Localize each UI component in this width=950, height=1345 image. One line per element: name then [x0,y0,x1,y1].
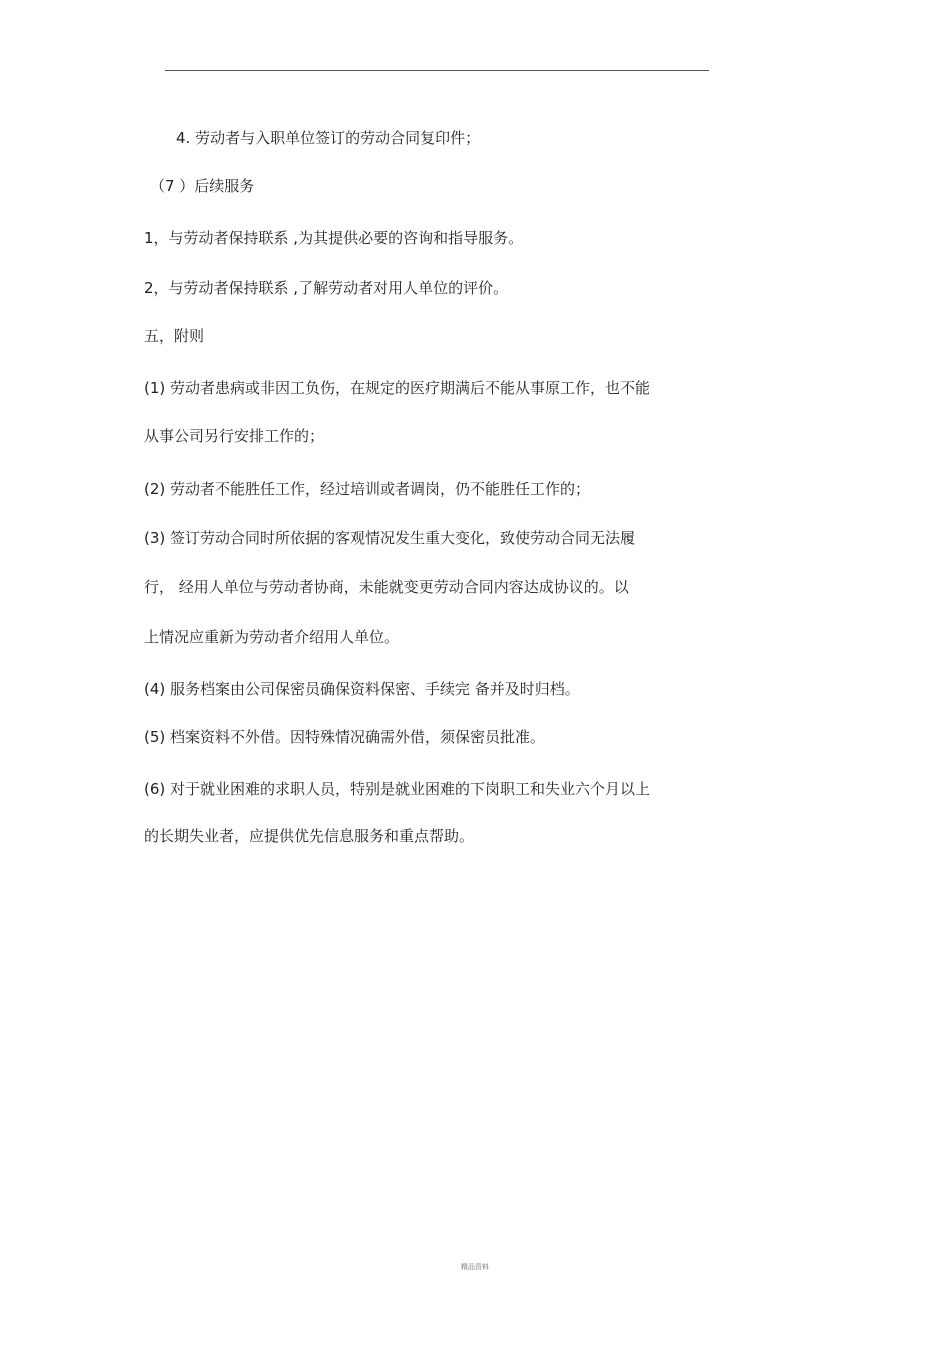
section-heading-follow-up-service: （7 ）后续服务 [150,177,255,195]
text-line-4-contract-copy: 4. 劳动者与入职单位签订的劳动合同复印件； [176,129,481,147]
section-heading-supplementary-provisions: 五，附则 [144,327,205,345]
text-item-5: (5) 档案资料不外借。因特殊情况确需外借，须保密员批准。 [144,728,546,746]
text-item-6-line-2: 的长期失业者，应提供优先信息服务和重点帮助。 [144,827,475,845]
text-line-2-keep-contact: 2，与劳动者保持联系 ,了解劳动者对用人单位的评价。 [144,279,509,297]
text-item-3-line-2: 行， 经用人单位与劳动者协商，未能就变更劳动合同内容达成协议的。以 [144,578,629,596]
text-item-4: (4) 服务档案由公司保密员确保资料保密、手续完 备并及时归档。 [144,680,580,698]
text-item-6-line-1: (6) 对于就业困难的求职人员，特别是就业困难的下岗职工和失业六个月以上 [144,780,651,798]
text-item-2: (2) 劳动者不能胜任工作，经过培训或者调岗，仍不能胜任工作的； [144,480,591,498]
text-item-3-line-1: (3) 签订劳动合同时所依据的客观情况发生重大变化，致使劳动合同无法履 [144,529,636,547]
text-line-1-keep-contact: 1，与劳动者保持联系 ,为其提供必要的咨询和指导服务。 [144,229,524,247]
header-rule [165,70,709,71]
text-item-3-line-3: 上情况应重新为劳动者介绍用人单位。 [144,628,400,646]
text-item-1-line-1: (1) 劳动者患病或非因工负伤，在规定的医疗期满后不能从事原工作，也不能 [144,379,651,397]
text-item-1-line-2: 从事公司另行安排工作的； [144,427,325,445]
page-footer: 精品资料 [461,1263,489,1271]
